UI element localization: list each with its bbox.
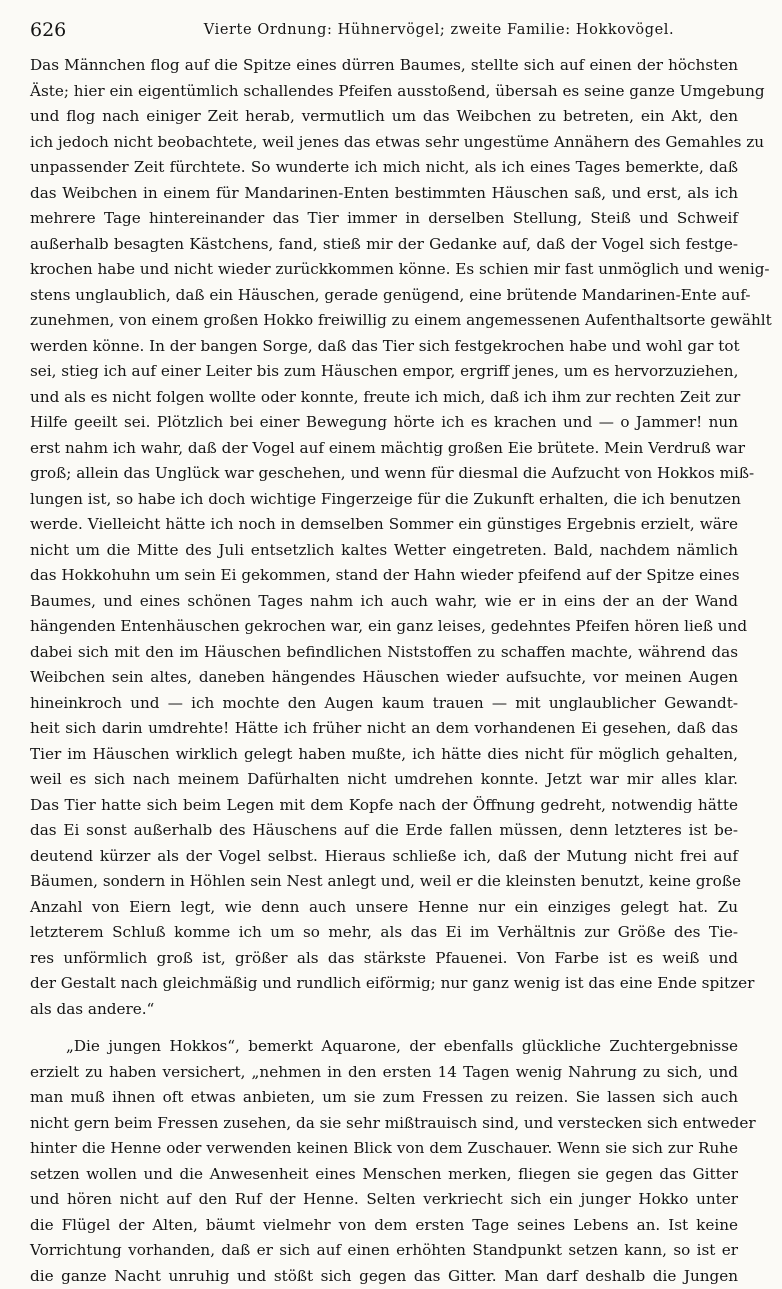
- text-line: werde. Vielleicht hätte ich noch in demselben Sommer ein günstiges Ergebnis erzielt, wäre: [30, 512, 738, 538]
- text-line: Bäumen, sondern in Höhlen sein Nest anlegt und, weil er die kleinsten benutzt, keine große: [30, 869, 738, 895]
- running-head: Vierte Ordnung: Hühnervögel; zweite Familie: Hokkovögel.: [140, 16, 738, 44]
- text-line: und hören nicht auf den Ruf der Henne. Selten verkriecht sich ein junger Hokko unter: [30, 1187, 738, 1213]
- text-line: Das Tier hatte sich beim Legen mit dem Kopfe nach der Öffnung gedreht, notwendig hätte: [30, 793, 738, 819]
- text-line: Anzahl von Eiern legt, wie denn auch unsere Henne nur ein einziges gelegt hat. Zu: [30, 895, 738, 921]
- text-line: groß; allein das Unglück war geschehen, und wenn für diesmal die Aufzucht von Hokkos miß-: [30, 461, 738, 487]
- text-line: hinter die Henne oder verwenden keinen Blick von dem Zuschauer. Wenn sie sich zur Ruhe: [30, 1136, 738, 1162]
- text-line: der Gestalt nach gleichmäßig und rundlich eiförmig; nur ganz wenig ist das eine Ende spitzer: [30, 971, 738, 997]
- text-line: das Weibchen in einem für Mandarinen-Enten bestimmten Häuschen saß, und erst, als ich: [30, 181, 738, 207]
- text-line: das Ei sonst außerhalb des Häuschens auf die Erde fallen müssen, denn letzteres ist be-: [30, 818, 738, 844]
- text-line: Äste; hier ein eigentümlich schallendes Pfeifen ausstoßend, übersah es seine ganze Umgebung: [30, 79, 738, 105]
- text-line: zunehmen, von einem großen Hokko freiwillig zu einem angemessenen Aufenthaltsorte gewählt: [30, 308, 738, 334]
- text-line: nicht gern beim Fressen zusehen, da sie sehr mißtrauisch sind, und verstecken sich entweder: [30, 1111, 738, 1137]
- text-line: Hilfe geeilt sei. Plötzlich bei einer Bewegung hörte ich es krachen und — o Jammer! nun: [30, 410, 738, 436]
- text-line: und als es nicht folgen wollte oder konnte, freute ich mich, daß ich ihm zur rechten Zeit zur: [30, 385, 738, 411]
- text-line: letzterem Schluß komme ich um so mehr, als das Ei im Verhältnis zur Größe des Tie-: [30, 920, 738, 946]
- text-line: ich jedoch nicht beobachtete, weil jenes das etwas sehr ungestüme Annähern des Gemahles zu: [30, 130, 738, 156]
- text-line: Baumes, und eines schönen Tages nahm ich auch wahr, wie er in eins der an der Wand: [30, 589, 738, 615]
- text-line: deutend kürzer als der Vogel selbst. Hieraus schließe ich, daß der Mutung nicht frei auf: [30, 844, 738, 870]
- text-line: hineinkroch und — ich mochte den Augen kaum trauen — mit unglaublicher Gewandt-: [30, 691, 738, 717]
- text-line: dabei sich mit den im Häuschen befindlichen Niststoffen zu schaffen machte, während das: [30, 640, 738, 666]
- text-line: außerhalb besagten Kästchens, fand, stieß mir der Gedanke auf, daß der Vogel sich festge-: [30, 232, 738, 258]
- text-line: erst nahm ich wahr, daß der Vogel auf einem mächtig großen Eie brütete. Mein Verdruß war: [30, 436, 738, 462]
- text-line: res unförmlich groß ist, größer als das stärkste Pfauenei. Von Farbe ist es weiß und: [30, 946, 738, 972]
- text-line: weil es sich nach meinem Dafürhalten nicht umdrehen konnte. Jetzt war mir alles klar.: [30, 767, 738, 793]
- text-line: heit sich darin umdrehte! Hätte ich früher nicht an dem vorhandenen Ei gesehen, daß das: [30, 716, 738, 742]
- text-line: erzielt zu haben versichert, „nehmen in den ersten 14 Tagen wenig Nahrung zu sich, und: [30, 1060, 738, 1086]
- text-line: Vorrichtung vorhanden, daß er sich auf einen erhöhten Standpunkt setzen kann, so ist er: [30, 1238, 738, 1264]
- text-line: und flog nach einiger Zeit herab, vermutlich um das Weibchen zu betreten, ein Akt, den: [30, 104, 738, 130]
- text-line: setzen wollen und die Anwesenheit eines Menschen merken, fliegen sie gegen das Gitter: [30, 1162, 738, 1188]
- text-line: „Die jungen Hokkos“, bemerkt Aquarone, der ebenfalls glückliche Zuchtergebnisse: [30, 1034, 738, 1060]
- text-line: werden könne. In der bangen Sorge, daß das Tier sich festgekrochen habe und wohl gar tot: [30, 334, 738, 360]
- text-line: Das Männchen flog auf die Spitze eines dürren Baumes, stellte sich auf einen der höchsten: [30, 53, 738, 79]
- text-line: hängenden Entenhäuschen gekrochen war, ein ganz leises, gedehntes Pfeifen hören ließ und: [30, 614, 738, 640]
- text-line: stens unglaublich, daß ein Häuschen, gerade genügend, eine brütende Mandarinen-Ente auf-: [30, 283, 738, 309]
- text-line: mehrere Tage hintereinander das Tier immer in derselben Stellung, Steiß und Schweif: [30, 206, 738, 232]
- text-line: man muß ihnen oft etwas anbieten, um sie zum Fressen zu reizen. Sie lassen sich auch: [30, 1085, 738, 1111]
- text-line: als das andere.“: [30, 997, 738, 1023]
- text-line: Weibchen sein altes, daneben hängendes Häuschen wieder aufsuchte, vor meinen Augen: [30, 665, 738, 691]
- page-header: [30, 16, 738, 44]
- text-line: unpassender Zeit fürchtete. So wunderte ich mich nicht, als ich eines Tages bemerkte, daß: [30, 155, 738, 181]
- text-line: nicht um die Mitte des Juli entsetzlich kaltes Wetter eingetreten. Bald, nachdem nämlich: [30, 538, 738, 564]
- text-line: sei, stieg ich auf einer Leiter bis zum Häuschen empor, ergriff jenes, um es hervorzuziehen,: [30, 359, 738, 385]
- paragraph: [30, 1034, 738, 1289]
- text-line: Tier im Häuschen wirklich gelegt haben mußte, ich hätte dies nicht für möglich gehalten,: [30, 742, 738, 768]
- text-line: das Hokkohuhn um sein Ei gekommen, stand der Hahn wieder pfeifend auf der Spitze eines: [30, 563, 738, 589]
- text-line: lungen ist, so habe ich doch wichtige Fingerzeige für die Zukunft erhalten, die ich benutzen: [30, 487, 738, 513]
- text-line: die Flügel der Alten, bäumt vielmehr von dem ersten Tage seines Lebens an. Ist keine: [30, 1213, 738, 1239]
- paragraph: [30, 53, 738, 1022]
- body-text: [30, 53, 738, 1289]
- page-number: 626: [30, 16, 66, 44]
- text-line: die ganze Nacht unruhig und stößt sich gegen das Gitter. Man darf deshalb die Jungen: [30, 1264, 738, 1289]
- text-line: krochen habe und nicht wieder zurückkommen könne. Es schien mir fast unmöglich und wenig-: [30, 257, 738, 283]
